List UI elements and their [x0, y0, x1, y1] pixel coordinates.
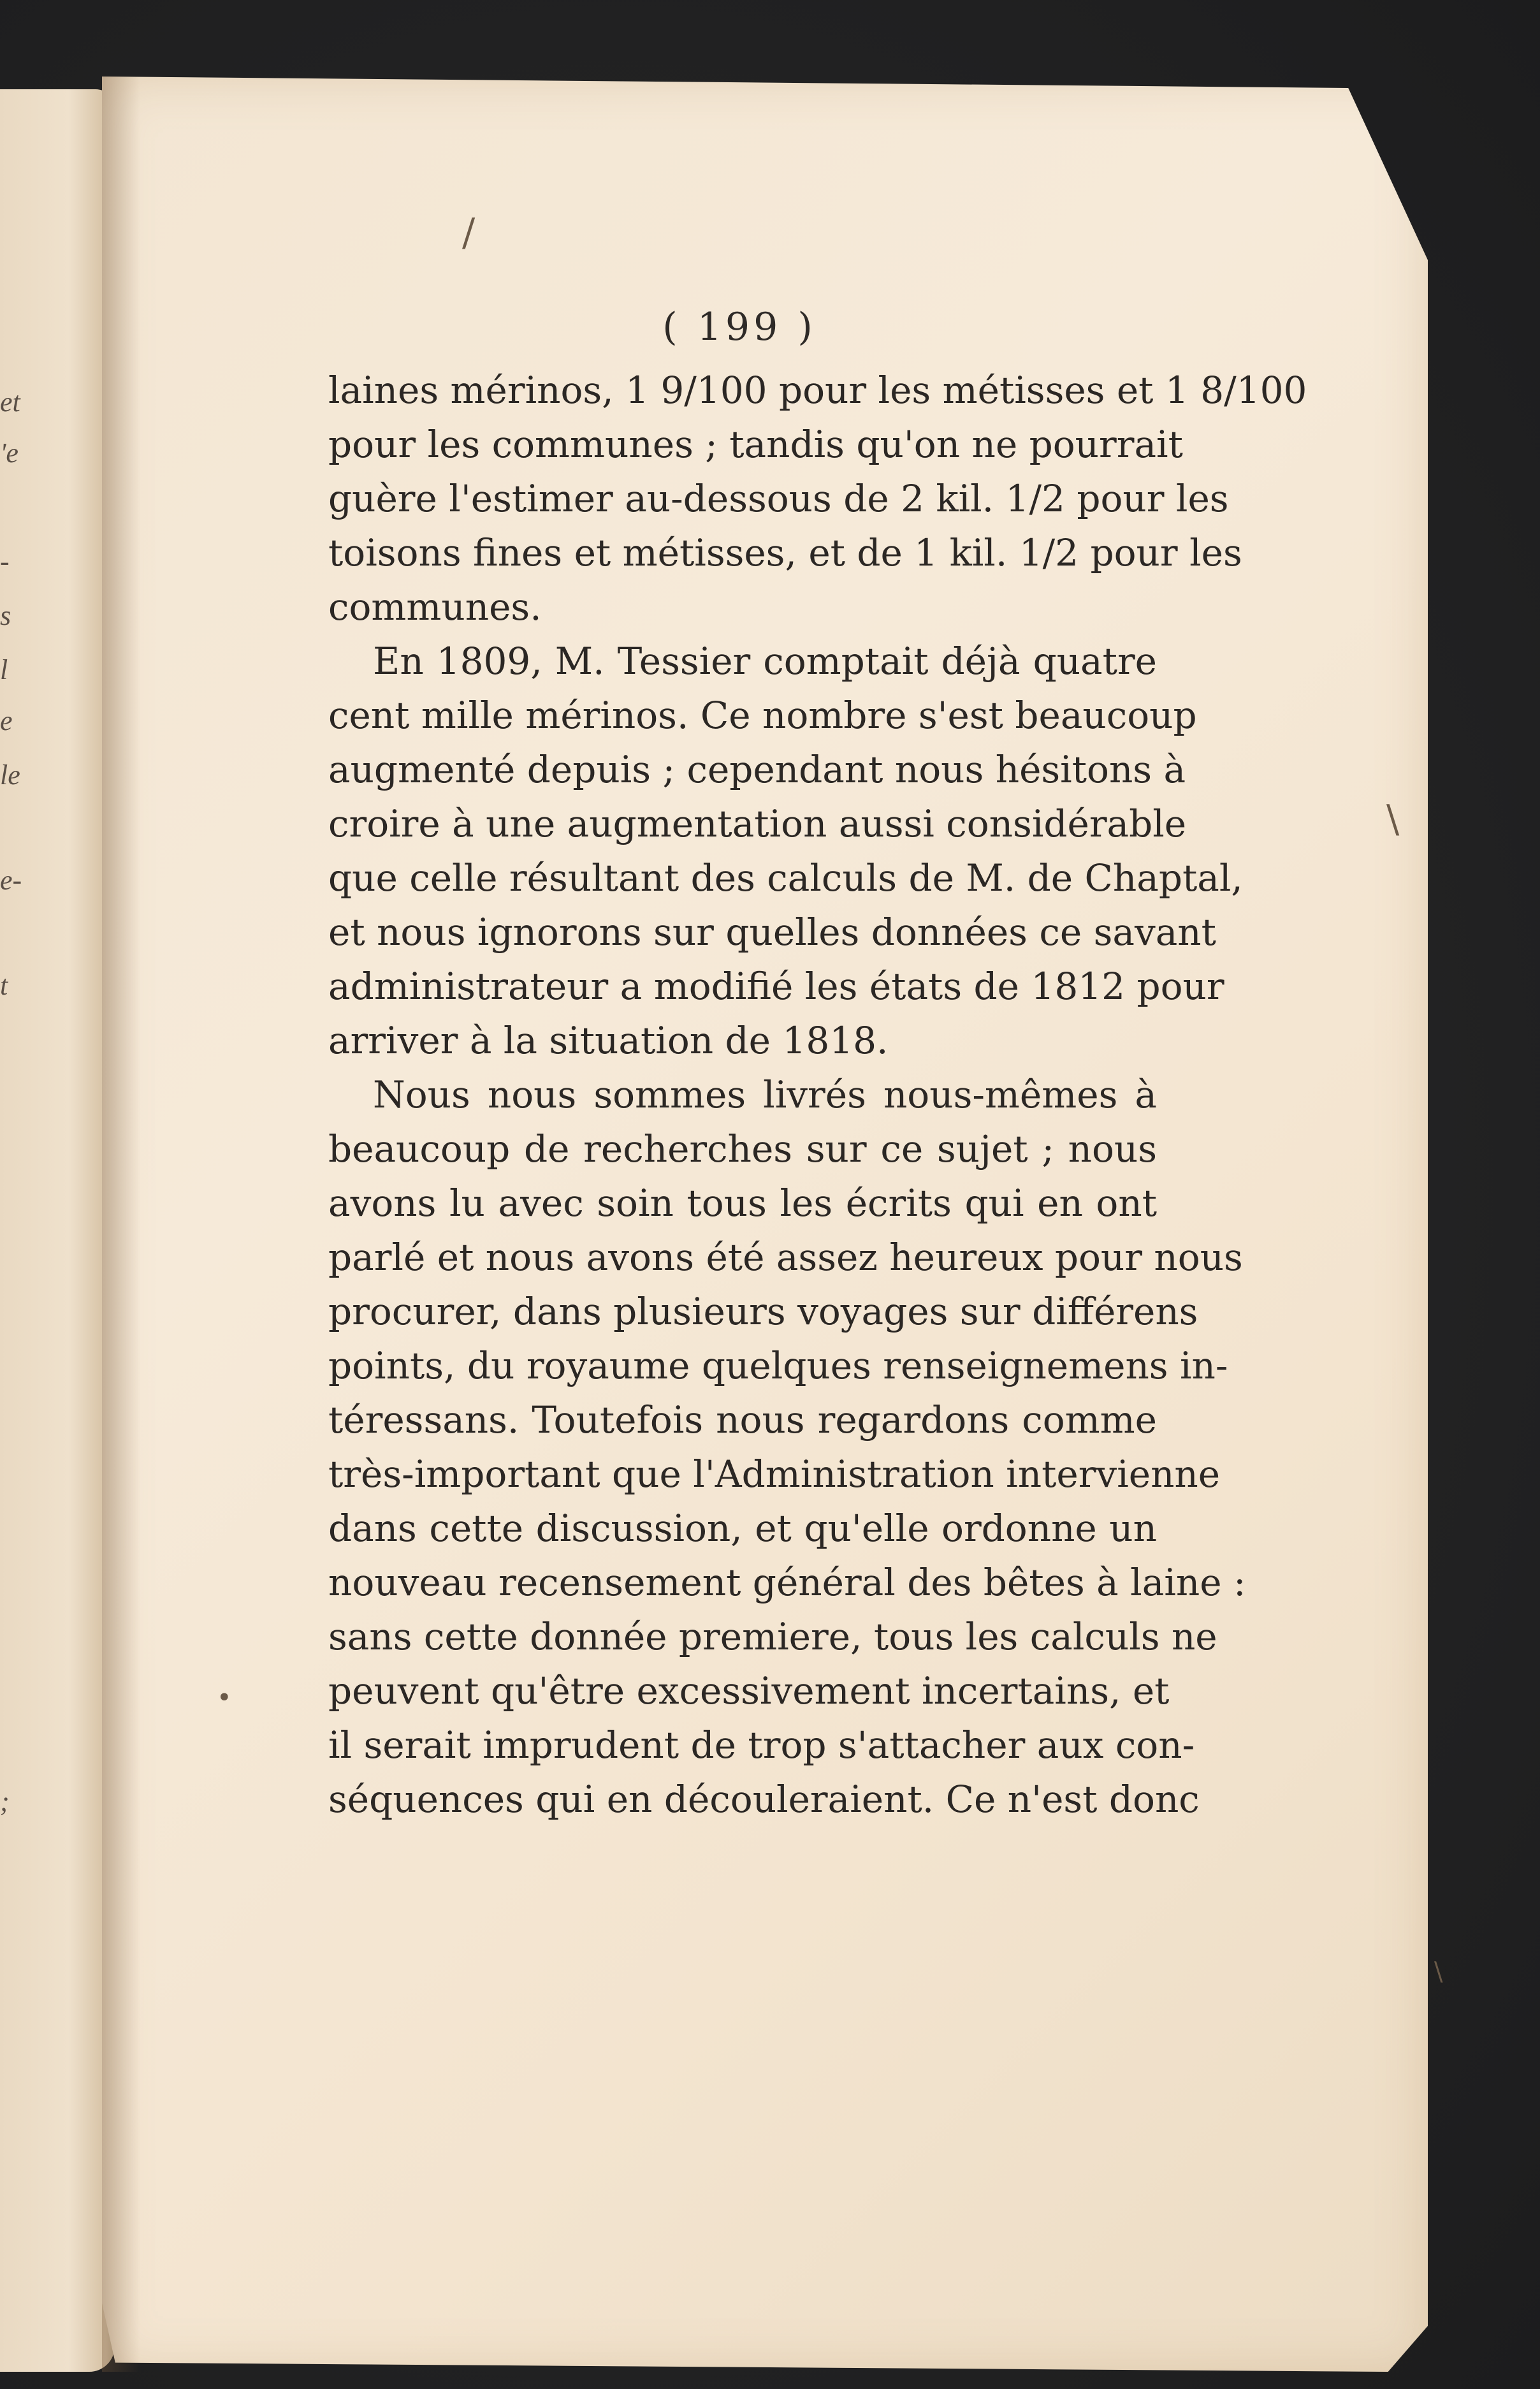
facing-page-fragment: -: [0, 546, 10, 577]
stray-mark: •: [217, 1683, 232, 1713]
paragraph: [328, 1068, 1246, 1827]
text-line: pour les communes ; tandis qu'on ne pourrait: [328, 423, 1183, 466]
text-line: peuvent qu'être excessivement incertains, et: [328, 1669, 1170, 1713]
text-line: téressans. Toutefois nous regardons comme: [328, 1398, 1157, 1442]
text-line: points, du royaume quelques renseignemens in-: [328, 1344, 1228, 1387]
stray-mark: \: [1386, 797, 1400, 842]
text-line: laines mérinos, 1 9/100 pour les métisses et 1 8/100: [328, 369, 1307, 412]
text-line: il serait imprudent de trop s'attacher aux con-: [328, 1723, 1195, 1767]
text-line: parlé et nous avons été assez heureux pour nous: [328, 1236, 1243, 1279]
stray-mark: /: [462, 210, 476, 255]
text-line: très-important que l'Administration intervienne: [328, 1452, 1221, 1496]
text-line: avons lu avec soin tous les écrits qui en ont: [328, 1181, 1157, 1225]
facing-page-fragment: s: [0, 600, 11, 631]
text-line: guère l'estimer au-dessous de 2 kil. 1/2 pour les: [328, 477, 1229, 520]
facing-page-fragment: ;: [0, 1786, 10, 1817]
text-line: séquences qui en découleraient. Ce n'est donc: [328, 1778, 1200, 1821]
text-line: communes.: [328, 585, 542, 629]
facing-page-fragment: e-: [0, 865, 22, 896]
text-line: que celle résultant des calculs de M. de Chaptal,: [328, 856, 1243, 900]
page-gutter-shadow: [102, 77, 140, 2372]
text-line: En 1809, M. Tessier comptait déjà quatre: [373, 639, 1157, 683]
page-number: ( 199 ): [662, 305, 817, 349]
text-line: dans cette discussion, et qu'elle ordonne un: [328, 1507, 1157, 1550]
text-line: et nous ignorons sur quelles données ce savant: [328, 910, 1216, 954]
facing-page-fragment: 'e: [0, 437, 18, 469]
facing-page-fragment: le: [0, 759, 20, 791]
facing-page-fragment: e: [0, 705, 13, 736]
text-line: cent mille mérinos. Ce nombre s'est beaucoup: [328, 694, 1197, 737]
text-line: beaucoup de recherches sur ce sujet ; nous: [328, 1127, 1157, 1171]
text-line: croire à une augmentation aussi considérable: [328, 802, 1187, 845]
stray-mark: \: [1434, 1957, 1443, 1987]
paragraph: [328, 634, 1243, 1068]
text-line: toisons fines et métisses, et de 1 kil. 1/2 pour les: [328, 531, 1242, 574]
facing-page-edge: [0, 89, 115, 2372]
text-line: augmenté depuis ; cependant nous hésitons à: [328, 748, 1186, 791]
text-line: administrateur a modifié les états de 1812 pour: [328, 965, 1224, 1008]
text-line: Nous nous sommes livrés nous-mêmes à: [373, 1073, 1157, 1116]
text-line: nouveau recensement général des bêtes à laine :: [328, 1561, 1246, 1604]
body-text: [328, 363, 1307, 1827]
facing-page-fragment: t: [0, 970, 8, 1001]
text-line: procurer, dans plusieurs voyages sur différens: [328, 1290, 1198, 1333]
text-line: sans cette donnée premiere, tous les calculs ne: [328, 1615, 1217, 1658]
text-line: arriver à la situation de 1818.: [328, 1019, 889, 1062]
facing-page-fragment: l: [0, 654, 8, 685]
facing-page-fragment: et: [0, 386, 20, 418]
paragraph: [328, 363, 1307, 634]
